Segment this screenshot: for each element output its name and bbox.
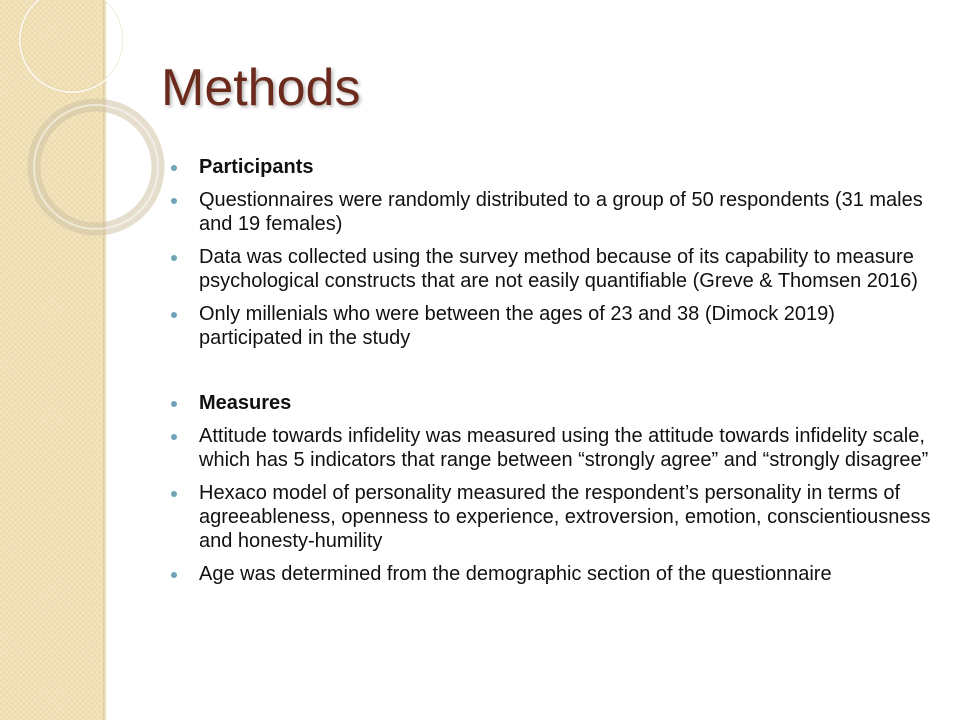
list-item — [170, 302, 940, 350]
slide-content — [170, 155, 940, 586]
section-heading-measures — [170, 391, 940, 415]
bullet-text: Only millenials who were between the ages of 23 and 38 (Dimock 2019) participated in the study — [199, 303, 835, 349]
section-heading-participants — [170, 155, 940, 179]
slide-title: Methods — [161, 59, 361, 117]
bullet-dot-icon — [171, 572, 177, 578]
bullet-dot-icon — [171, 165, 177, 171]
bullet-dot-icon — [171, 491, 177, 497]
side-panel-edge — [103, 0, 107, 720]
list-item — [170, 424, 940, 472]
heading-text: Measures — [199, 392, 292, 414]
bullet-dot-icon — [171, 401, 177, 407]
heading-text: Participants — [199, 156, 314, 178]
bullet-text: Attitude towards infidelity was measured using the attitude towards infidelity scale, which has 5 indicators that range between “strongly agree” and “strongly disagree” — [199, 425, 929, 471]
bullet-dot-icon — [171, 434, 177, 440]
bullet-text: Questionnaires were randomly distributed to a group of 50 respondents (31 males and 19 females) — [199, 189, 923, 235]
decorative-side-panel — [0, 0, 104, 720]
bullet-dot-icon — [171, 198, 177, 204]
list-item — [170, 245, 940, 293]
bullet-dot-icon — [171, 312, 177, 318]
bullet-text: Age was determined from the demographic section of the questionnaire — [199, 563, 832, 585]
bullet-text: Data was collected using the survey method because of its capability to measure psychological constructs that are not easily quantifiable (Greve & Thomsen 2016) — [199, 246, 918, 292]
list-item — [170, 188, 940, 236]
list-item — [170, 562, 940, 586]
list-item — [170, 481, 940, 553]
bullet-dot-icon — [171, 255, 177, 261]
bullet-text: Hexaco model of personality measured the respondent’s personality in terms of agreeableness, openness to experience, extroversion, emotion, conscientiousness and honesty-humility — [199, 482, 931, 552]
